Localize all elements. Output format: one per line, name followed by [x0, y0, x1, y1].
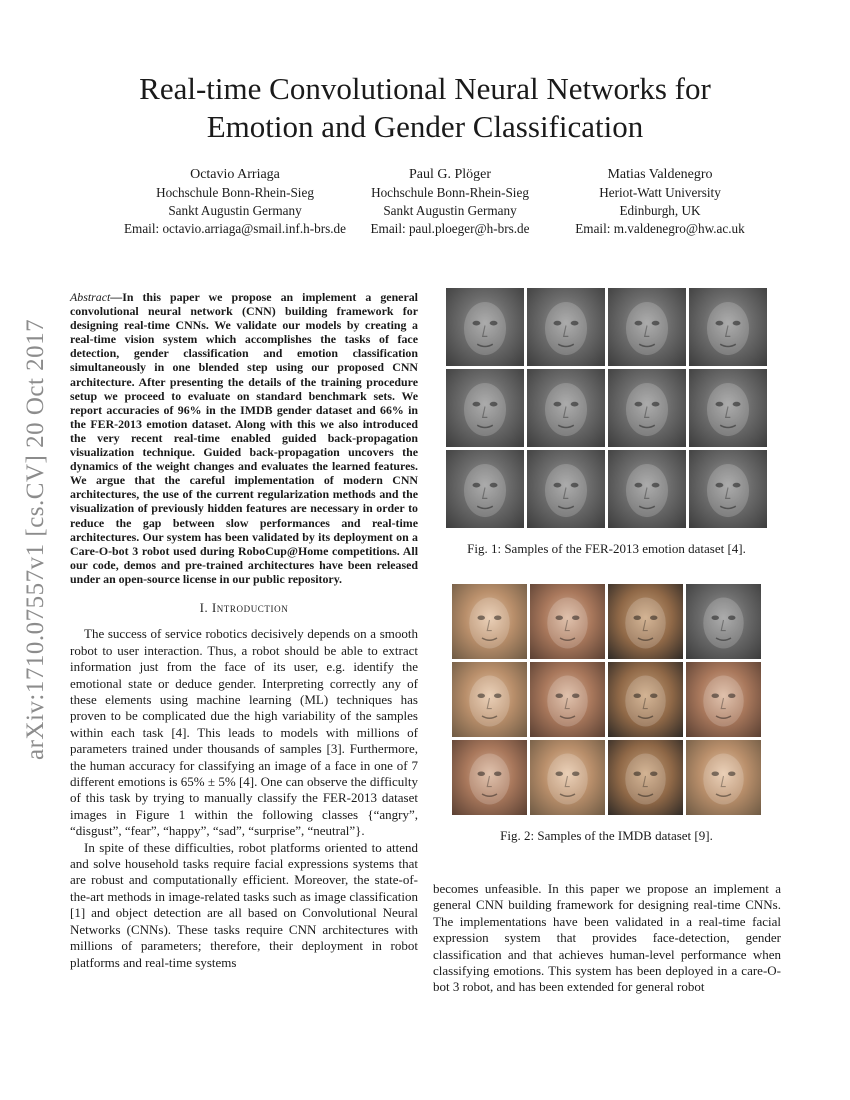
figure-2	[452, 584, 761, 844]
face-image	[608, 662, 683, 737]
face-image	[446, 369, 524, 447]
fer-image-grid	[446, 288, 767, 528]
face-image	[608, 450, 686, 528]
face-image	[689, 288, 767, 366]
author-2	[350, 166, 550, 238]
face-image	[527, 288, 605, 366]
title-line-1: Real-time Convolutional Neural Networks for	[139, 71, 711, 106]
left-column	[70, 290, 418, 971]
face-image	[452, 662, 527, 737]
abstract	[70, 290, 418, 586]
face-image	[686, 740, 761, 815]
face-image	[530, 584, 605, 659]
face-image	[686, 662, 761, 737]
section-number: I.	[199, 600, 209, 615]
author-email: Email: m.valdenegro@hw.ac.uk	[575, 221, 745, 236]
face-image	[446, 288, 524, 366]
section-heading	[70, 600, 418, 616]
face-image	[608, 740, 683, 815]
face-image	[452, 740, 527, 815]
face-image	[608, 288, 686, 366]
face-image	[686, 584, 761, 659]
author-name: Paul G. Plöger	[408, 167, 492, 182]
face-image	[689, 369, 767, 447]
author-affiliation: Hochschule Bonn-Rhein-Sieg	[156, 185, 314, 200]
figure-1-caption: Fig. 1: Samples of the FER-2013 emotion dataset [4].	[467, 541, 746, 556]
paper-title	[60, 70, 790, 146]
author-affiliation: Heriot-Watt University	[599, 185, 721, 200]
right-column-text	[433, 881, 781, 996]
author-name: Matias Valdenegro	[607, 167, 713, 182]
face-image	[608, 584, 683, 659]
abstract-body: —In this paper we propose an implement a general convolutional neural network (CNN) building framework for designing real-time CNNs. We validate our models by creating a real-time vision system which accomplishes the tasks of face detection, gender classification and emotion classification simultaneously in one blended step using our proposed CNN architecture. After presenting the details of the training procedure setup we proceed to evaluate on standard benchmark sets. We report accuracies of 96% in the IMDB gender dataset and 66% in the FER-2013 emotion dataset. Along with this we also introduced the very recent real-time enabled guided back-propagation visualization technique. Guided back-propagation uncovers the dynamics of the weight changes and evaluates the learned features. We argue that the careful implementation of modern CNN architectures, the use of the current regularization methods and the visualization of previously hidden features are necessary in order to reduce the gap between slow performances and real-time architectures. Our system has been validated by its deployment on a Care-O-bot 3 robot used during RoboCup@Home competitions. All our code, demos and pre-trained architectures have been released under an open-source license in our public repository.	[70, 290, 418, 586]
arxiv-stamp: arXiv:1710.07557v1 [cs.CV] 20 Oct 2017	[22, 318, 49, 760]
author-location: Sankt Augustin Germany	[168, 203, 302, 218]
author-location: Edinburgh, UK	[619, 203, 701, 218]
author-email: Email: paul.ploeger@h-brs.de	[370, 221, 530, 236]
imdb-image-grid	[452, 584, 761, 815]
abstract-lead: Abstract	[70, 290, 111, 304]
face-image	[527, 450, 605, 528]
author-location: Sankt Augustin Germany	[383, 203, 517, 218]
face-image	[608, 369, 686, 447]
author-3	[555, 166, 765, 238]
face-image	[530, 740, 605, 815]
face-image	[446, 450, 524, 528]
figure-1	[446, 288, 767, 557]
right-paragraph: becomes unfeasible. In this paper we propose an implement a general CNN building framework for designing real-time CNNs. The implementations have been validated in a real-time facial expression system that provides face-detection, gender classification and that achieves human-level performance when classifying emotions. This system has been deployed in a care-O-bot 3 robot, and has been extended for general robot	[433, 881, 781, 995]
author-affiliation: Hochschule Bonn-Rhein-Sieg	[371, 185, 529, 200]
figure-2-caption: Fig. 2: Samples of the IMDB dataset [9].	[500, 828, 713, 843]
title-line-2: Emotion and Gender Classification	[206, 109, 644, 144]
author-name: Octavio Arriaga	[190, 167, 280, 182]
face-image	[452, 584, 527, 659]
intro-paragraph-2: In spite of these difficulties, robot platforms oriented to attend and solve household tasks require facial expressions systems that are robust and computationally efficient. Moreover, the state-of-the-art methods in image-related tasks such as image classification [1] and object detection are all based on Convolutional Neural Networks (CNNs). These tasks require CNN architectures with millions of parameters; therefore, their deployment in robot platforms and real-time systems	[70, 839, 418, 970]
author-1	[85, 166, 385, 238]
face-image	[689, 450, 767, 528]
section-title: Introduction	[211, 600, 289, 615]
face-image	[527, 369, 605, 447]
face-image	[530, 662, 605, 737]
author-email: Email: octavio.arriaga@smail.inf.h-brs.de	[124, 221, 346, 236]
intro-paragraph-1: The success of service robotics decisively depends on a smooth robot to user interaction. Thus, a robot should be able to extract information just from the face of its user, e.g. identify the emotional state or deduce gender. Interpreting correctly any of these elements using machine learning (ML) techniques has proven to be complicated due the high variability of the samples within each task [4]. This leads to models with millions of parameters trained under thousands of samples [3]. Furthermore, the human accuracy for classifying an image of a face in one of 7 different emotions is 65% ± 5% [4]. One can observe the difficulty of this task by trying to manually classify the FER-2013 dataset images in Figure 1 within the following classes {“angry”, “disgust”, “fear”, “happy”, “sad”, “surprise”, “neutral”}.	[70, 626, 418, 839]
